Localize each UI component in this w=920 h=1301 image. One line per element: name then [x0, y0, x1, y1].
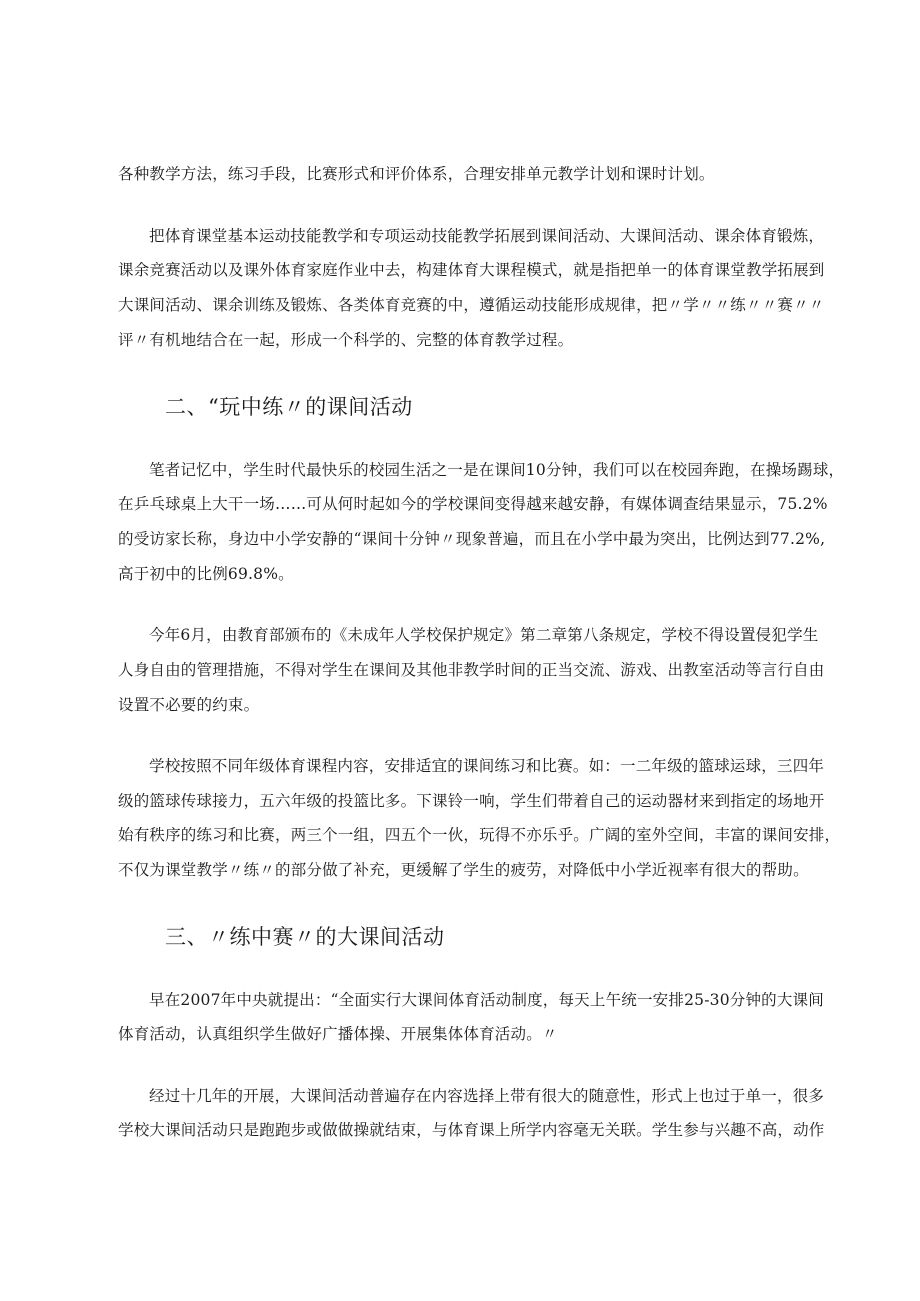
- paragraph-line: 学校按照不同年级体育课程内容，安排适宜的课间练习和比赛。如：一二年级的篮球运球，三四年: [149, 757, 825, 775]
- paragraph-line: 高于初中的比例69.8%。: [118, 565, 294, 583]
- paragraph-line: 早在2007年中央就提出：“全面实行大课间体育活动制度，每天上午统一安排25-30分钟的大课间: [149, 991, 824, 1009]
- paragraph-line: 不仅为课堂教学〃练〃的部分做了补充，更缓解了学生的疲劳，对降低中小学近视率有很大的帮助。: [118, 861, 809, 879]
- paragraph-line: 在乒乓球桌上大干一场……可从何时起如今的学校课间变得越来越安静，有媒体调查结果显示，75.2%: [118, 495, 828, 513]
- paragraph-line: 今年6月，由教育部颁布的《未成年人学校保护规定》第二章第八条规定，学校不得设置侵犯学生: [149, 626, 819, 644]
- paragraph-line: 笔者记忆中，学生时代最快乐的校园生活之一是在课间10分钟，我们可以在校园奔跑，在操场踢球，: [149, 461, 845, 479]
- section-heading: 二、“玩中练〃的课间活动: [165, 395, 413, 419]
- paragraph-line: 设置不必要的约束。: [118, 696, 260, 714]
- paragraph-line: 学校大课间活动只是跑跑步或做做操就结束，与体育课上所学内容毫无关联。学生参与兴趣不高，动作: [118, 1121, 825, 1139]
- section-heading: 三、〃练中赛〃的大课间活动: [165, 925, 445, 949]
- paragraph-line: 大课间活动、课余训练及锻炼、各类体育竞赛的中，遵循运动技能形成规律，把〃学〃〃练〃〃赛〃〃: [118, 296, 825, 314]
- paragraph-line: 级的篮球传球接力，五六年级的投篮比多。下课铃一响，学生们带着自己的运动器材来到指定的场地开: [118, 792, 825, 810]
- paragraph-line: 人身自由的管理措施，不得对学生在课间及其他非教学时间的正当交流、游戏、出教室活动等言行自由: [118, 661, 825, 679]
- paragraph-line: 体育活动，认真组织学生做好广播体操、开展集体体育活动。〃: [118, 1025, 558, 1043]
- paragraph-line: 的受访家长称，身边中小学安静的“课间十分钟〃现象普遍，而且在小学中最为突出，比例达到77.2%,: [118, 530, 826, 548]
- paragraph-line: 评〃有机地结合在一起，形成一个科学的、完整的体育教学过程。: [118, 331, 574, 349]
- paragraph-line: 把体育课堂基本运动技能教学和专项运动技能教学拓展到课间活动、大课间活动、课余体育锻炼，: [149, 227, 825, 245]
- paragraph-line: 经过十几年的开展，大课间活动普遍存在内容选择上带有很大的随意性，形式上也过于单一，很多: [149, 1087, 825, 1105]
- paragraph-line: 各种教学方法，练习手段，比赛形式和评价体系，合理安排单元教学计划和课时计划。: [118, 165, 715, 183]
- paragraph-line: 课余竞赛活动以及课外体育家庭作业中去，构建体育大课程模式，就是指把单一的体育课堂教学拓展到: [118, 261, 825, 279]
- paragraph-line: 始有秩序的练习和比赛，两三个一组，四五个一伙，玩得不亦乐乎。广阔的室外空间，丰富的课间安排，: [118, 826, 841, 844]
